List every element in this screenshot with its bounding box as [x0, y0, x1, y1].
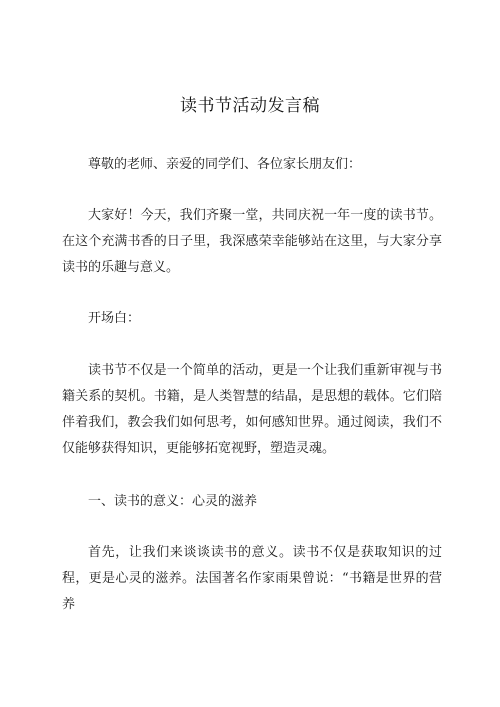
- intro-paragraph: 大家好！今天，我们齐聚一堂，共同庆祝一年一度的读书节。在这个充满书香的日子里，我深感荣幸能够站在这里，与大家分享读书的乐趣与意义。: [62, 208, 442, 275]
- opening-body-paragraph: 读书节不仅是一个简单的活动，更是一个让我们重新审视与书籍关系的契机。书籍，是人类智慧的结晶，是思想的载体。它们陪伴着我们，教会我们如何思考，如何感知世界。通过阅读，我们不仅能够获得知识，更能够拓宽视野，塑造灵魂。: [62, 363, 442, 456]
- section-1-body-paragraph: 首先，让我们来谈谈读书的意义。读书不仅是获取知识的过程，更是心灵的滋养。法国著名作家雨果曾说：“书籍是世界的营养: [62, 545, 442, 612]
- section-heading-1: 一、读书的意义：心灵的滋养: [88, 494, 258, 509]
- document-title: 读书节活动发言稿: [180, 96, 320, 116]
- opening-label: 开场白：: [88, 311, 141, 326]
- greeting-paragraph: 尊敬的老师、亲爱的同学们、各位家长朋友们：: [88, 157, 362, 172]
